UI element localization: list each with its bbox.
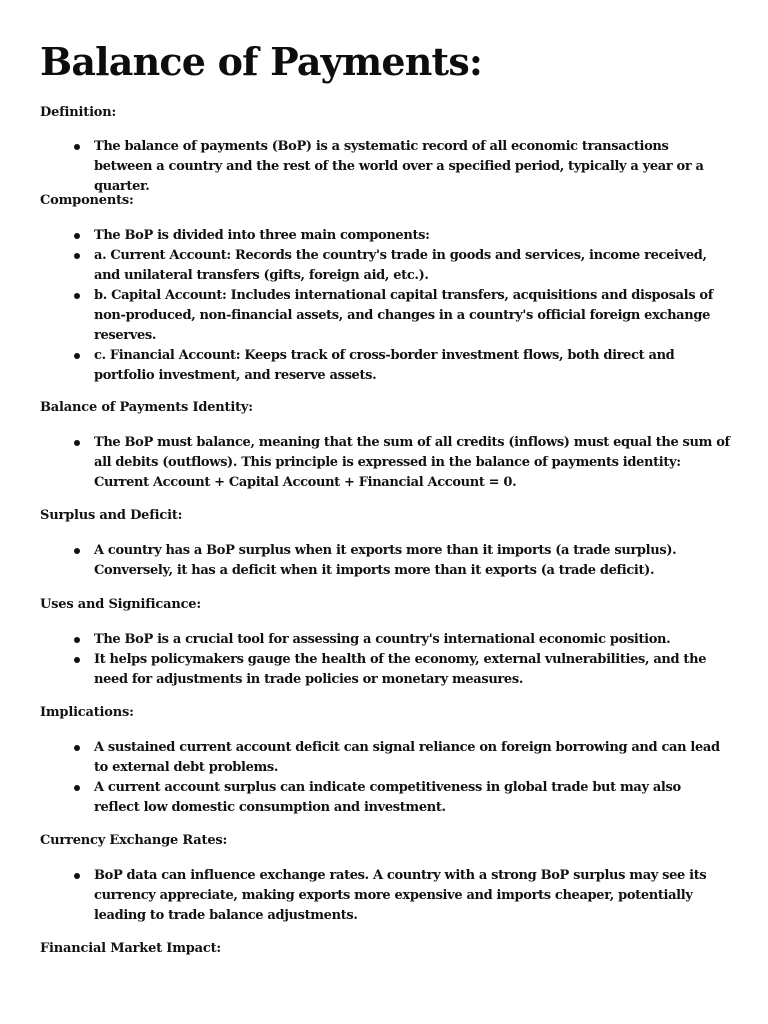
list-item-text: The balance of payments (BoP) is a systematic record of all economic transactions between a country and the rest of the world over a specified period, typically a year or a quarter. bbox=[94, 139, 704, 194]
list-item-text: A sustained current account deficit can signal reliance on foreign borrowing and can lead to external debt problems. bbox=[94, 740, 720, 775]
section-heading-surplus-deficit: Surplus and Deficit: bbox=[40, 508, 183, 523]
list-item-text: BoP data can influence exchange rates. A country with a strong BoP surplus may see its currency appreciate, making exports more expensive and imports cheaper, potentially leading to trade balance adjustments. bbox=[94, 868, 707, 923]
section-heading-uses-significance: Uses and Significance: bbox=[40, 597, 201, 612]
list-item-text: A current account surplus can indicate competitiveness in global trade but may also reflect low domestic consumption and investment. bbox=[94, 780, 681, 815]
list-item bbox=[0, 286, 730, 346]
page-title: Balance of Payments: bbox=[40, 39, 483, 84]
section-list-surplus-deficit bbox=[0, 541, 768, 581]
section-heading-bop-identity: Balance of Payments Identity: bbox=[40, 400, 253, 415]
bullet-icon bbox=[74, 637, 80, 643]
section-list-definition bbox=[0, 137, 768, 197]
list-item-text: c. Financial Account: Keeps track of cross-border investment flows, both direct and portfolio investment, and reserve assets. bbox=[94, 348, 675, 383]
list-item bbox=[0, 137, 730, 197]
section-heading-implications: Implications: bbox=[40, 705, 134, 720]
section-heading-financial-market: Financial Market Impact: bbox=[40, 941, 221, 956]
list-item-text: b. Capital Account: Includes international capital transfers, acquisitions and disposals of non-produced, non-financial assets, and changes in a country's official foreign exchange reserves. bbox=[94, 288, 713, 343]
bullet-icon bbox=[74, 233, 80, 239]
list-item-text: The BoP is a crucial tool for assessing a country's international economic position. bbox=[94, 632, 671, 647]
list-item bbox=[0, 866, 730, 926]
bullet-icon bbox=[74, 293, 80, 299]
list-item bbox=[0, 650, 730, 690]
section-list-components bbox=[0, 226, 768, 386]
list-item bbox=[0, 346, 730, 386]
list-item-text: The BoP must balance, meaning that the sum of all credits (inflows) must equal the sum of all debits (outflows). This principle is expressed in the balance of payments identity: Current Account + Capital Account + Financial Account = 0. bbox=[94, 435, 730, 490]
bullet-icon bbox=[74, 353, 80, 359]
list-item bbox=[0, 778, 730, 818]
list-item bbox=[0, 630, 730, 650]
list-item-text: A country has a BoP surplus when it exports more than it imports (a trade surplus). Conversely, it has a deficit when it imports more than it exports (a trade deficit). bbox=[94, 543, 677, 578]
bullet-icon bbox=[74, 144, 80, 150]
bullet-icon bbox=[74, 873, 80, 879]
list-item bbox=[0, 541, 730, 581]
list-item-text: It helps policymakers gauge the health of the economy, external vulnerabilities, and the need for adjustments in trade policies or monetary measures. bbox=[94, 652, 707, 687]
section-heading-definition: Definition: bbox=[40, 105, 117, 120]
section-heading-components: Components: bbox=[40, 193, 134, 208]
list-item-text: a. Current Account: Records the country's trade in goods and services, income received, and unilateral transfers (gifts, foreign aid, etc.). bbox=[94, 248, 707, 283]
list-item-text: The BoP is divided into three main components: bbox=[94, 228, 430, 243]
section-list-uses-significance bbox=[0, 630, 768, 690]
section-list-bop-identity bbox=[0, 433, 768, 493]
list-item bbox=[0, 226, 730, 246]
bullet-icon bbox=[74, 657, 80, 663]
list-item bbox=[0, 433, 730, 493]
bullet-icon bbox=[74, 785, 80, 791]
section-list-currency-exchange bbox=[0, 866, 768, 926]
bullet-icon bbox=[74, 548, 80, 554]
bullet-icon bbox=[74, 253, 80, 259]
section-heading-currency-exchange: Currency Exchange Rates: bbox=[40, 833, 228, 848]
bullet-icon bbox=[74, 745, 80, 751]
bullet-icon bbox=[74, 440, 80, 446]
section-list-implications bbox=[0, 738, 768, 818]
list-item bbox=[0, 738, 730, 778]
list-item bbox=[0, 246, 730, 286]
